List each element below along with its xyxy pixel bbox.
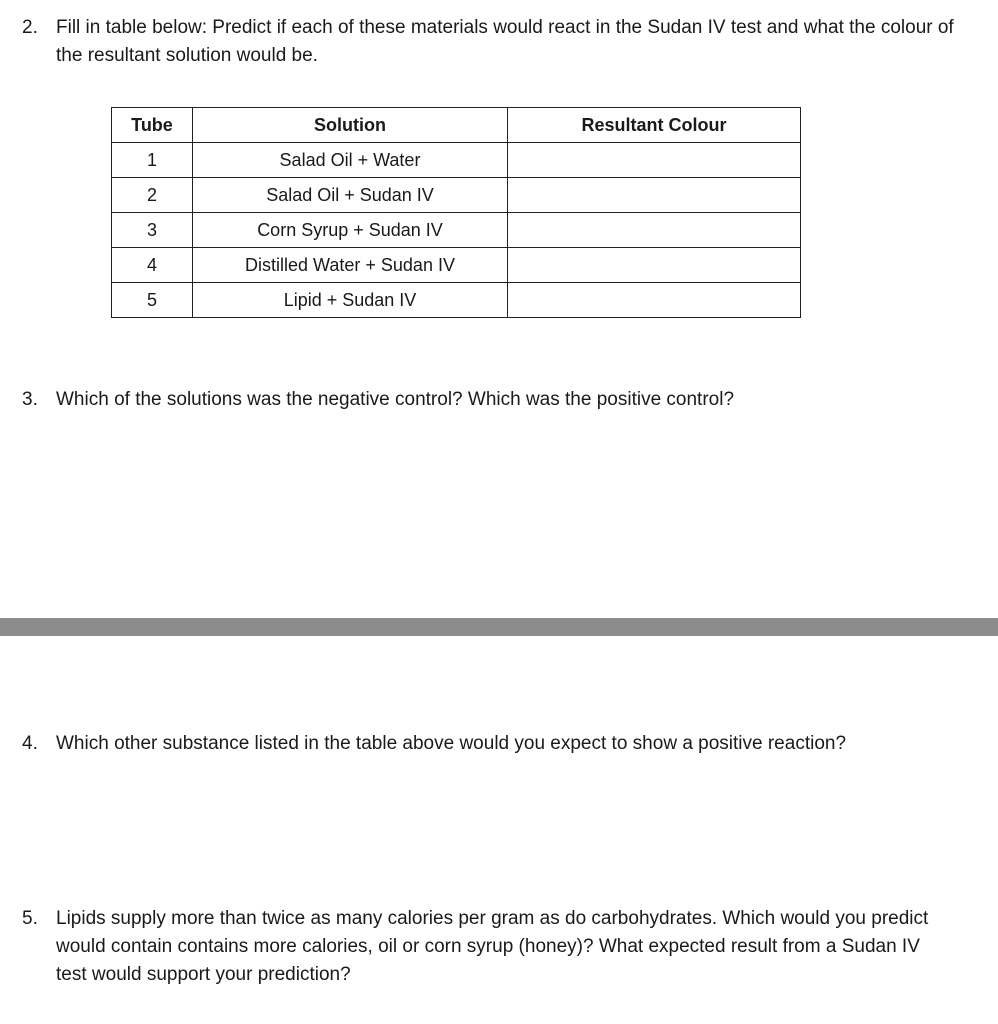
- page-divider: [0, 618, 998, 636]
- tube-cell: 1: [112, 143, 193, 178]
- resultant-colour-cell[interactable]: [508, 143, 801, 178]
- tube-cell: 5: [112, 283, 193, 318]
- resultant-colour-cell[interactable]: [508, 283, 801, 318]
- column-header-resultant-colour: Resultant Colour: [508, 108, 801, 143]
- question-text: Fill in table below: Predict if each of these materials would react in the Sudan IV test and what the colour of the resultant solution would be.: [56, 17, 954, 66]
- solution-cell: Lipid + Sudan IV: [193, 283, 508, 318]
- question-number: 4.: [22, 733, 38, 754]
- table-row: [112, 213, 801, 248]
- column-header-solution: Solution: [193, 108, 508, 143]
- question-text: Which of the solutions was the negative control? Which was the positive control?: [56, 389, 735, 410]
- resultant-colour-cell[interactable]: [508, 248, 801, 283]
- resultant-colour-cell[interactable]: [508, 178, 801, 213]
- question-text: Which other substance listed in the table above would you expect to show a positive reaction?: [56, 733, 847, 754]
- tube-cell: 3: [112, 213, 193, 248]
- solution-cell: Salad Oil + Sudan IV: [193, 178, 508, 213]
- solution-cell: Corn Syrup + Sudan IV: [193, 213, 508, 248]
- table-row: [112, 178, 801, 213]
- resultant-colour-cell[interactable]: [508, 213, 801, 248]
- question-number: 3.: [22, 389, 38, 410]
- table-row: [112, 143, 801, 178]
- column-header-tube: Tube: [112, 108, 193, 143]
- question-number: 5.: [22, 908, 38, 929]
- table-header-row: [112, 108, 801, 143]
- solution-cell: Salad Oil + Water: [193, 143, 508, 178]
- question-number: 2.: [22, 17, 38, 38]
- tube-cell: 2: [112, 178, 193, 213]
- prediction-table: [111, 107, 801, 318]
- table-row: [112, 248, 801, 283]
- table-row: [112, 283, 801, 318]
- solution-cell: Distilled Water + Sudan IV: [193, 248, 508, 283]
- tube-cell: 4: [112, 248, 193, 283]
- question-text: Lipids supply more than twice as many calories per gram as do carbohydrates. Which would you predict would contain contains more calories, oil or corn syrup (honey)? What expected result from a Sudan IV test would support your prediction?: [56, 908, 929, 985]
